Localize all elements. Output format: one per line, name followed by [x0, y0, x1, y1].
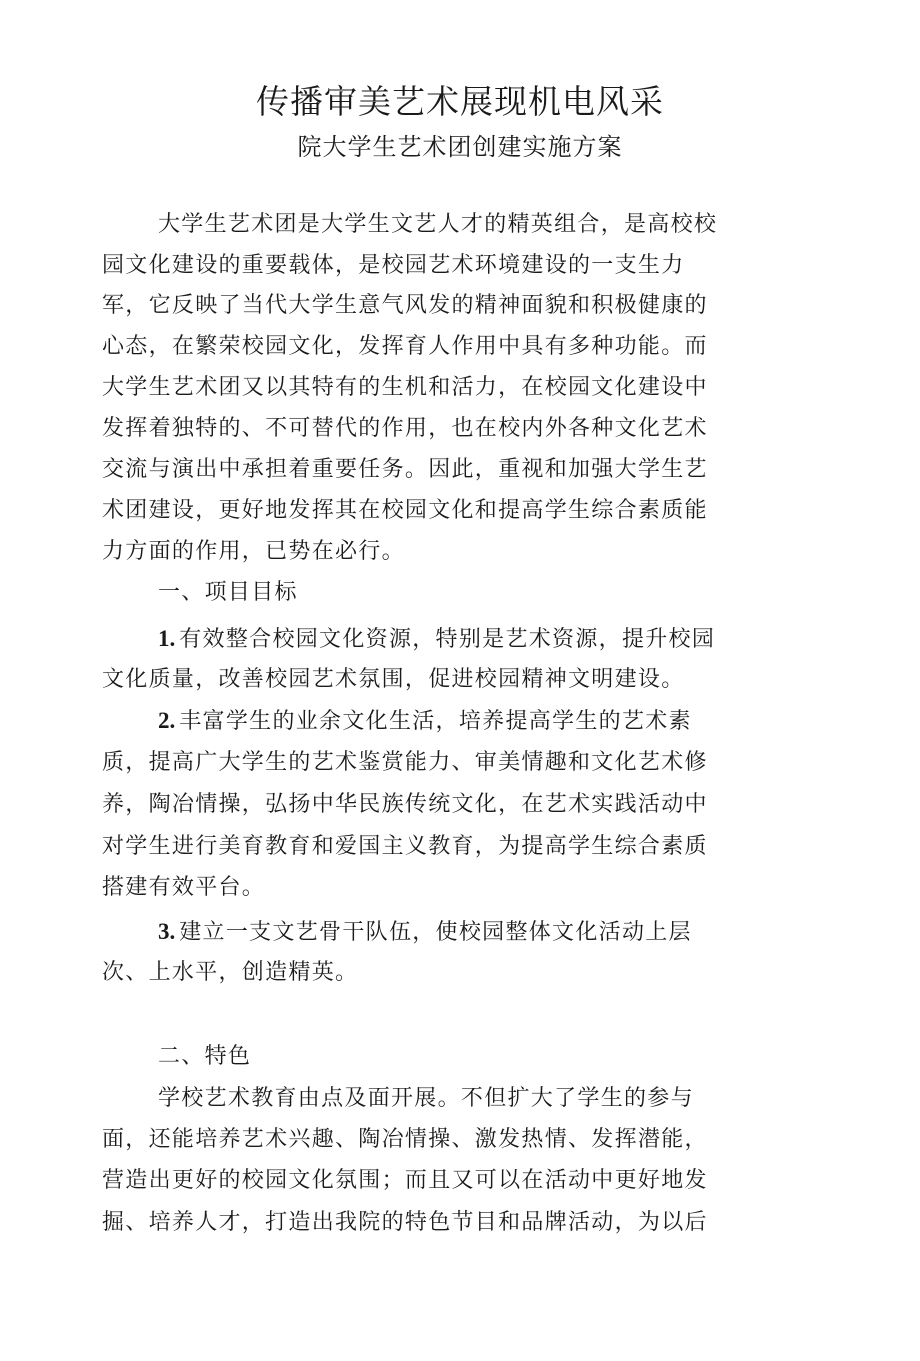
document-title: 传播审美艺术展现机电风采 — [256, 82, 664, 121]
paragraph-line: 心态，在繁荣校园文化，发挥育人作用中具有多种功能。而 — [102, 334, 708, 359]
item-number: 1. — [158, 626, 176, 651]
list-item-line — [158, 707, 692, 736]
list-item-line: 文化质量，改善校园艺术氛围，促进校园精神文明建设。 — [102, 667, 685, 692]
list-item-line: 养，陶冶情操，弘扬中华民族传统文化，在艺术实践活动中 — [102, 792, 708, 817]
section-heading: 一、项目目标 — [158, 580, 298, 605]
item-number: 3. — [158, 919, 176, 944]
paragraph-line: 军，它反映了当代大学生意气风发的精神面貌和积极健康的 — [102, 293, 708, 318]
paragraph-line: 大学生艺术团又以其特有的生机和活力，在校园文化建设中 — [102, 375, 708, 400]
item-number: 2. — [158, 708, 176, 733]
item-text: 有效整合校园文化资源，特别是艺术资源，提升校园 — [179, 627, 716, 652]
item-text: 丰富学生的业余文化生活，培养提高学生的艺术素 — [179, 709, 692, 734]
list-item-line: 质，提高广大学生的艺术鉴赏能力、审美情趣和文化艺术修 — [102, 750, 708, 775]
paragraph-line: 营造出更好的校园文化氛围；而且又可以在活动中更好地发 — [102, 1168, 708, 1193]
list-item-line: 次、上水平，创造精英。 — [102, 960, 359, 985]
list-item-line — [158, 918, 692, 947]
paragraph-line: 园文化建设的重要载体，是校园艺术环境建设的一支生力 — [102, 253, 685, 278]
paragraph-line: 学校艺术教育由点及面开展。不但扩大了学生的参与 — [158, 1086, 694, 1111]
paragraph-line: 面，还能培养艺术兴趣、陶冶情操、激发热情、发挥潜能， — [102, 1127, 708, 1152]
paragraph-line: 交流与演出中承担着重要任务。因此，重视和加强大学生艺 — [102, 457, 708, 482]
item-text: 建立一支文艺骨干队伍，使校园整体文化活动上层 — [179, 920, 692, 945]
list-item-line: 对学生进行美育教育和爱国主义教育，为提高学生综合素质 — [102, 834, 708, 859]
paragraph-line: 掘、培养人才，打造出我院的特色节目和品牌活动，为以后 — [102, 1210, 708, 1235]
list-item-line: 搭建有效平台。 — [102, 875, 266, 900]
section-heading: 二、特色 — [158, 1044, 252, 1069]
list-item-line — [158, 625, 715, 654]
document-subtitle: 院大学生艺术团创建实施方案 — [297, 133, 623, 161]
paragraph-line: 力方面的作用，已势在必行。 — [102, 539, 405, 564]
paragraph-line: 术团建设，更好地发挥其在校园文化和提高学生综合素质能 — [102, 498, 708, 523]
paragraph-line: 发挥着独特的、不可替代的作用，也在校内外各种文化艺术 — [102, 416, 708, 441]
paragraph-line: 大学生艺术团是大学生文艺人才的精英组合，是高校校 — [158, 212, 718, 237]
